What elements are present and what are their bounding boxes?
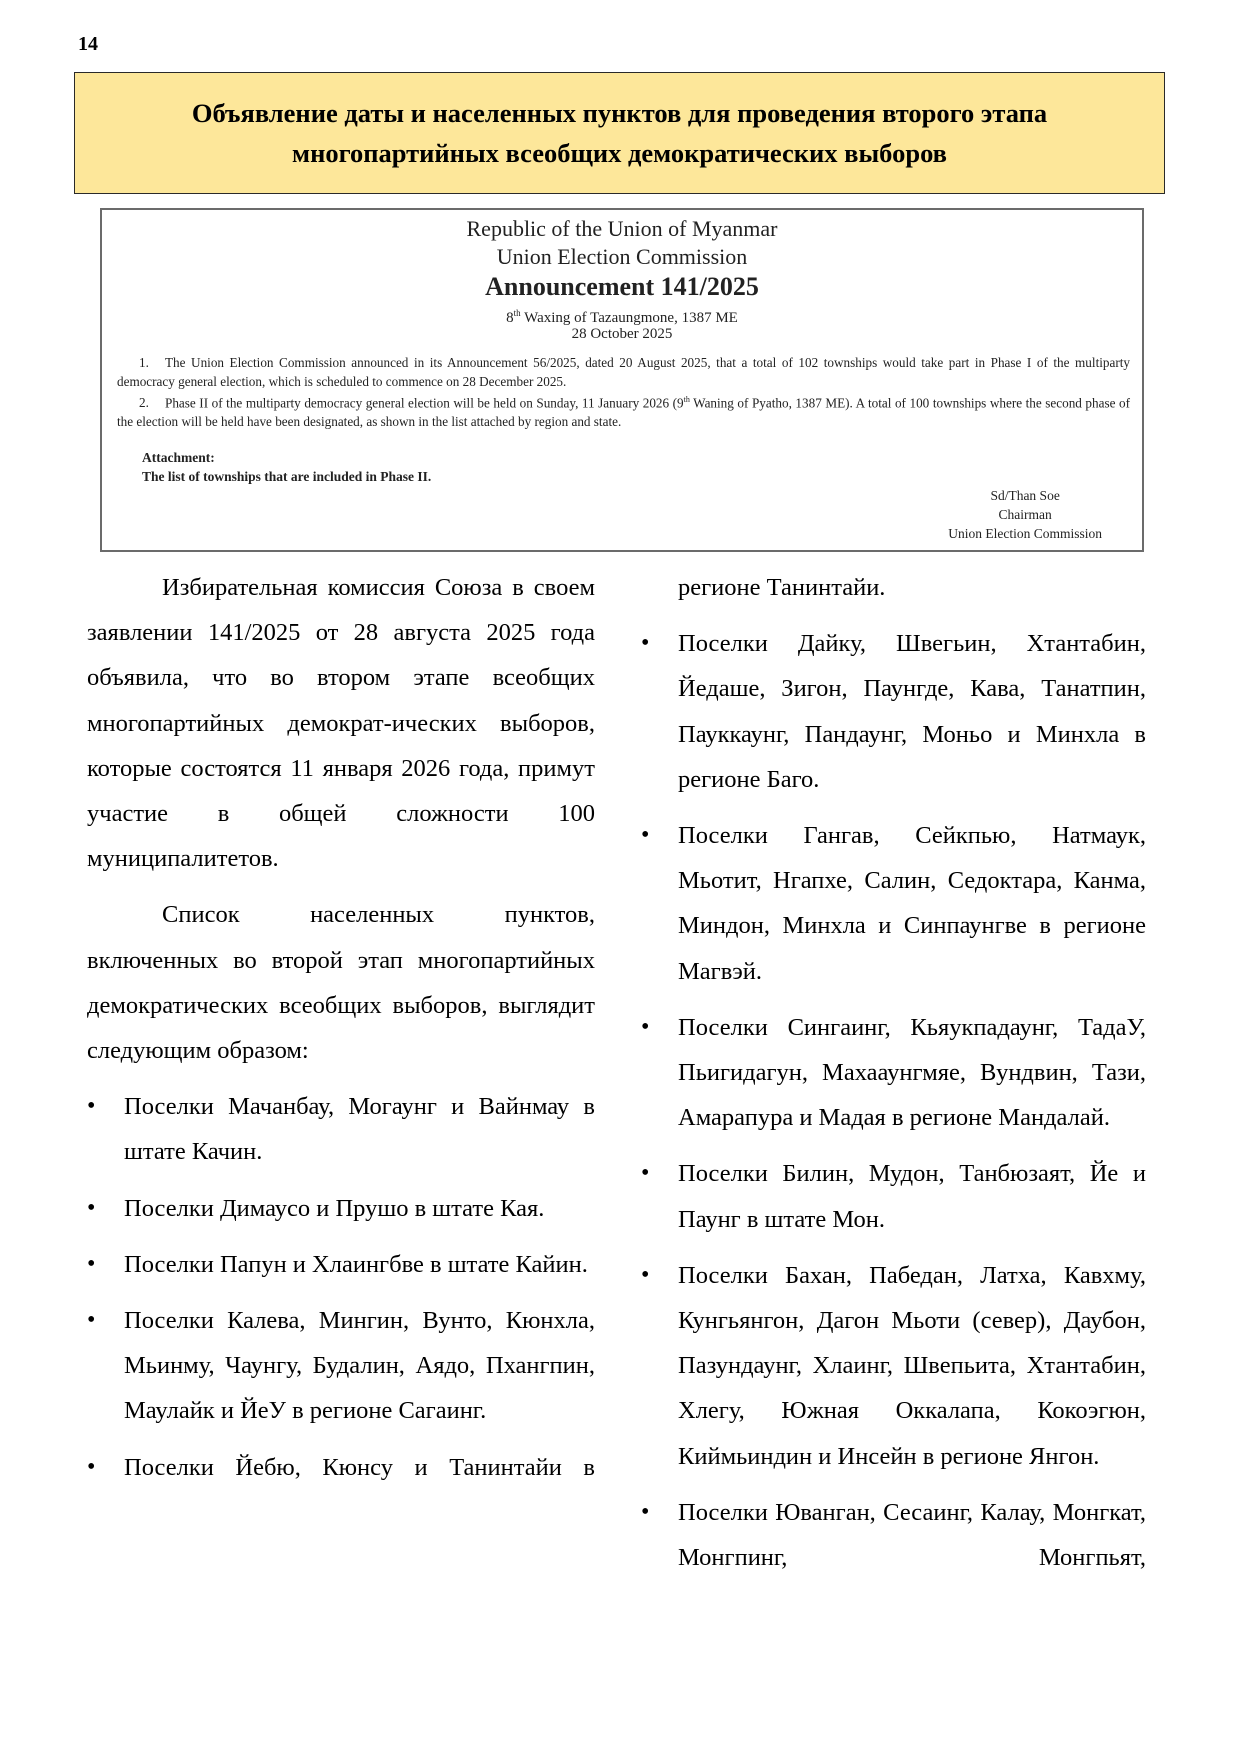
signature-position: Chairman bbox=[998, 507, 1052, 522]
announcement-myanmar-date bbox=[102, 308, 1142, 327]
announcement-date: 28 October 2025 bbox=[571, 326, 673, 342]
bullet-icon: • bbox=[641, 822, 650, 849]
item-text: Phase II of the multiparty democracy general election will be held on Sunday, 11 January 2026 (9 bbox=[165, 395, 684, 411]
list-item bbox=[641, 1253, 1146, 1479]
announcement-item-2 bbox=[117, 391, 1130, 431]
page-title-line-2: многопартийных всеобщих демократических выборов bbox=[292, 138, 947, 168]
list-item bbox=[641, 1005, 1146, 1141]
right-column bbox=[641, 565, 1146, 1591]
myanmar-date-day: 8 bbox=[506, 310, 514, 326]
bullet-icon: • bbox=[641, 1498, 650, 1525]
signature-name: Sd/Than Soe bbox=[990, 488, 1060, 503]
list-item bbox=[641, 1151, 1146, 1241]
announcement-signature bbox=[948, 486, 1102, 543]
bullet-icon: • bbox=[87, 1307, 96, 1334]
myanmar-date-sup: th bbox=[513, 308, 521, 318]
announcement-country: Republic of the Union of Myanmar bbox=[466, 216, 778, 241]
list-item-continuation: регионе Танинтайи. bbox=[678, 574, 886, 601]
list-item bbox=[87, 1298, 595, 1434]
list-item-text: Поселки Калева, Мингин, Вунто, Кюнхла, Мьинму, Чаунгу, Будалин, Аядо, Пхангпин, Маулайк и ЙеУ в регионе Сагаинг. bbox=[124, 1307, 595, 1425]
announcement-image bbox=[100, 208, 1144, 552]
announcement-commission: Union Election Commission bbox=[496, 244, 748, 269]
page-title-line-1: Объявление даты и населенных пунктов для проведения второго этапа bbox=[191, 98, 1048, 128]
list-item-text: Поселки Юванган, Сесаинг, Калау, Монгкат, Монгпинг, Монгпьят, bbox=[678, 1498, 1146, 1572]
myanmar-date-rest: Waxing of Tazaungmone, 1387 ME bbox=[520, 310, 738, 326]
bullet-icon: • bbox=[641, 630, 650, 657]
list-item-text: Поселки Бахан, Пабедан, Латха, Кавхму, Кунгьянгон, Дагон Мьоти (север), Даубон, Пазундаунг, Хлаинг, Швепьита, Хтантабин, Хлегу, Южная Оккалапа, Кокоэгюн, Киймьиндин и Инсейн в регионе Янгон. bbox=[678, 1261, 1146, 1470]
list-item bbox=[87, 1084, 595, 1174]
signature-organization: Union Election Commission bbox=[948, 526, 1102, 541]
page-title-box bbox=[74, 72, 1165, 194]
item-sup: th bbox=[683, 395, 690, 404]
list-item-text: Поселки Сингаинг, Кьяукпадаунг, ТадаУ, Пьигидагун, Махааунгмяе, Вундвин, Тази, Амарапура и Мадая в регионе Мандалай. bbox=[678, 1013, 1146, 1132]
bullet-icon: • bbox=[87, 1250, 96, 1277]
item-text: The Union Election Commission announced in its Announcement 56/2025, dated 20 August 2025, that a total of 102 townships would take part in Phase I of the multiparty democracy general election, which is scheduled to commence on 28 December 2025. bbox=[117, 355, 1130, 389]
list-item-text: Поселки Гангав, Сейкпью, Натмаук, Мьотит, Нгапхе, Салин, Седоктара, Канма, Миндон, Минхла и Синпаунгве в регионе Магвэй. bbox=[678, 822, 1146, 985]
bullet-icon: • bbox=[641, 1013, 650, 1040]
list-item-text: Поселки Димаусо и Прушо в штате Кая. bbox=[124, 1194, 545, 1222]
list-item-text: Поселки Дайку, Швегьин, Хтантабин, Йедаше, Зигон, Паунгде, Кава, Танатпин, Пауккаунг, Пандаунг, Моньо и Минхла в регионе Баго. bbox=[678, 630, 1146, 793]
announcement-attachment bbox=[142, 448, 431, 486]
attachment-text: The list of townships that are included in Phase II. bbox=[142, 469, 432, 484]
list-item bbox=[87, 1445, 595, 1490]
list-item-text: Поселки Билин, Мудон, Танбюзаят, Йе и Паунг в штате Мон. bbox=[678, 1160, 1146, 1233]
item-text: Waning of Pyatho, 1387 ME). A total of 100 townships where the second phase of the election will be held have been designated, as shown in the list attached by region and state. bbox=[117, 395, 1130, 429]
list-item bbox=[87, 1242, 595, 1287]
announcement-title: Announcement 141/2025 bbox=[485, 272, 759, 301]
announcement-item-1 bbox=[117, 354, 1130, 391]
township-list-left bbox=[87, 1084, 595, 1490]
announcement-body bbox=[117, 354, 1130, 431]
list-item-text: Поселки Папун и Хлаингбве в штате Кайин. bbox=[124, 1250, 588, 1278]
page-number: 14 bbox=[78, 33, 98, 55]
list-item bbox=[641, 621, 1146, 802]
township-list-right bbox=[641, 621, 1146, 1580]
list-item-text: Поселки Мачанбау, Могаунг и Вайнмау в штате Качин. bbox=[124, 1093, 595, 1166]
intro-paragraph: Избирательная комиссия Союза в своем заявлении 141/2025 от 28 августа 2025 года объявила, что во втором этапе всеобщих многопартийных демократ-ических выборов, которые состоятся 11 января 2026 года, примут участие в общей сложности 100 муниципалитетов. bbox=[87, 574, 595, 873]
list-item-text: Поселки Йебю, Кюнсу и Танинтайи в bbox=[124, 1453, 595, 1481]
bullet-icon: • bbox=[641, 1261, 650, 1288]
bullet-icon: • bbox=[641, 1160, 650, 1187]
list-intro-paragraph: Список населенных пунктов, включенных во второй этап многопартийных демократических всеобщих выборов, выглядит следующим образом: bbox=[87, 901, 595, 1065]
item-number: 2. bbox=[139, 395, 149, 411]
list-item bbox=[641, 813, 1146, 994]
bullet-icon: • bbox=[87, 1453, 96, 1480]
bullet-icon: • bbox=[87, 1093, 96, 1120]
left-column bbox=[87, 565, 595, 1501]
item-number: 1. bbox=[139, 355, 149, 370]
bullet-icon: • bbox=[87, 1194, 96, 1221]
list-item bbox=[641, 1490, 1146, 1580]
list-item bbox=[87, 1186, 595, 1231]
attachment-label: Attachment: bbox=[142, 450, 215, 465]
